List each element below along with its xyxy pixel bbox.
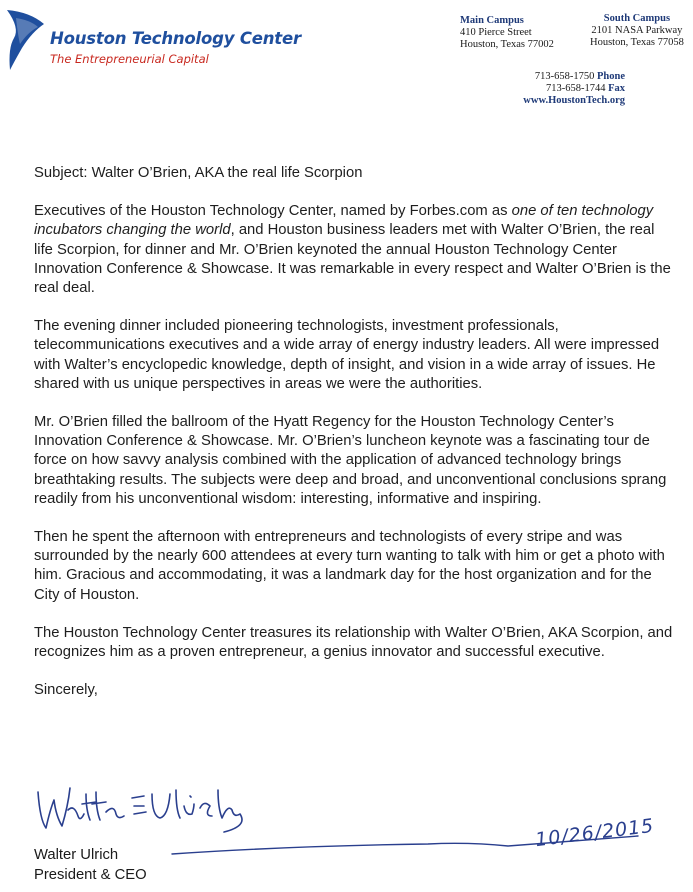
signer-name: Walter Ulrich: [34, 847, 119, 863]
main-campus-address: [460, 15, 554, 51]
htc-logo-icon: [4, 8, 52, 72]
fax-line: [523, 83, 625, 95]
organization-tagline: The Entrepreneurial Capital: [50, 52, 209, 66]
main-campus-street: 410 Pierce Street: [460, 27, 532, 38]
paragraph-1-lead: Executives of the Houston Technology Center, named by Forbes.com as: [34, 203, 512, 220]
letter-body: [34, 164, 674, 719]
phone-label: Phone: [596, 71, 625, 82]
letter-subject: Subject: Walter O’Brien, AKA the real life Scorpion: [34, 165, 363, 181]
paragraph-1-rest: , and Houston business leaders met with Walter O’Brien, the real life Scorpion, for dinner and Mr. O’Brien keynoted the annual Houston Technology Center Innovation Conference & Showcase. It was remarkable in every respect and Walter O’Brien is the real deal.: [34, 222, 671, 297]
letter-closing: Sincerely,: [34, 682, 98, 699]
paragraph-1: [34, 202, 674, 298]
paragraph-2: The evening dinner included pioneering technologists, investment professionals, telecommunications executives and a wide array of energy industry leaders. All were impressed with Walter’s encyclopedic knowledge, depth of insight, and vision in a wide array of issues. He shared with us unique perspectives in areas we were the authorities.: [34, 318, 660, 392]
south-campus-heading: South Campus: [603, 13, 671, 24]
paragraph-5: The Houston Technology Center treasures its relationship with Walter O’Brien, AKA Scorpion, and recognizes him as a proven entrepreneur, a genius innovator and successful executive.: [34, 624, 673, 661]
website-link[interactable]: www.HoustonTech.org: [523, 95, 625, 106]
phone-number: 713-658-1750: [534, 71, 595, 82]
main-campus-heading: Main Campus: [460, 15, 524, 26]
south-campus-city: Houston, Texas 77058: [590, 37, 684, 48]
handwritten-date: 10/26/2015: [534, 814, 656, 852]
organization-name: Houston Technology Center: [50, 29, 301, 48]
paragraph-3: Mr. O’Brien filled the ballroom of the Hyatt Regency for the Houston Technology Center’s Innovation Conference & Showcase. Mr. O’Brien’s luncheon keynote was a fascinating tour de force on how savvy analysis combined with the application of advanced technology brings breathtaking results. The subjects were deep and broad, and unconventional conclusions sprang readily from his unconventional wisdom: interesting, informative and inspiring.: [34, 414, 667, 507]
fax-number: 713-658-1744: [545, 83, 606, 94]
forbes-quote: one of ten technology incubators changing the world: [34, 203, 654, 239]
south-campus-street: 2101 NASA Parkway: [591, 25, 683, 36]
paragraph-4: Then he spent the afternoon with entrepreneurs and technologists of every stripe and was surrounded by the nearly 600 attendees at every turn wanting to talk with him or get a photo with him. Gracious and accommodating, it was a landmark day for the host organization and for the City of Houston.: [34, 529, 665, 603]
south-campus-address: [590, 13, 684, 49]
contact-info: [523, 71, 625, 107]
main-campus-city: Houston, Texas 77002: [460, 39, 554, 50]
phone-line: [523, 71, 625, 83]
fax-label: Fax: [608, 83, 625, 94]
signer-block: [34, 846, 147, 885]
signer-title: President & CEO: [34, 866, 147, 883]
